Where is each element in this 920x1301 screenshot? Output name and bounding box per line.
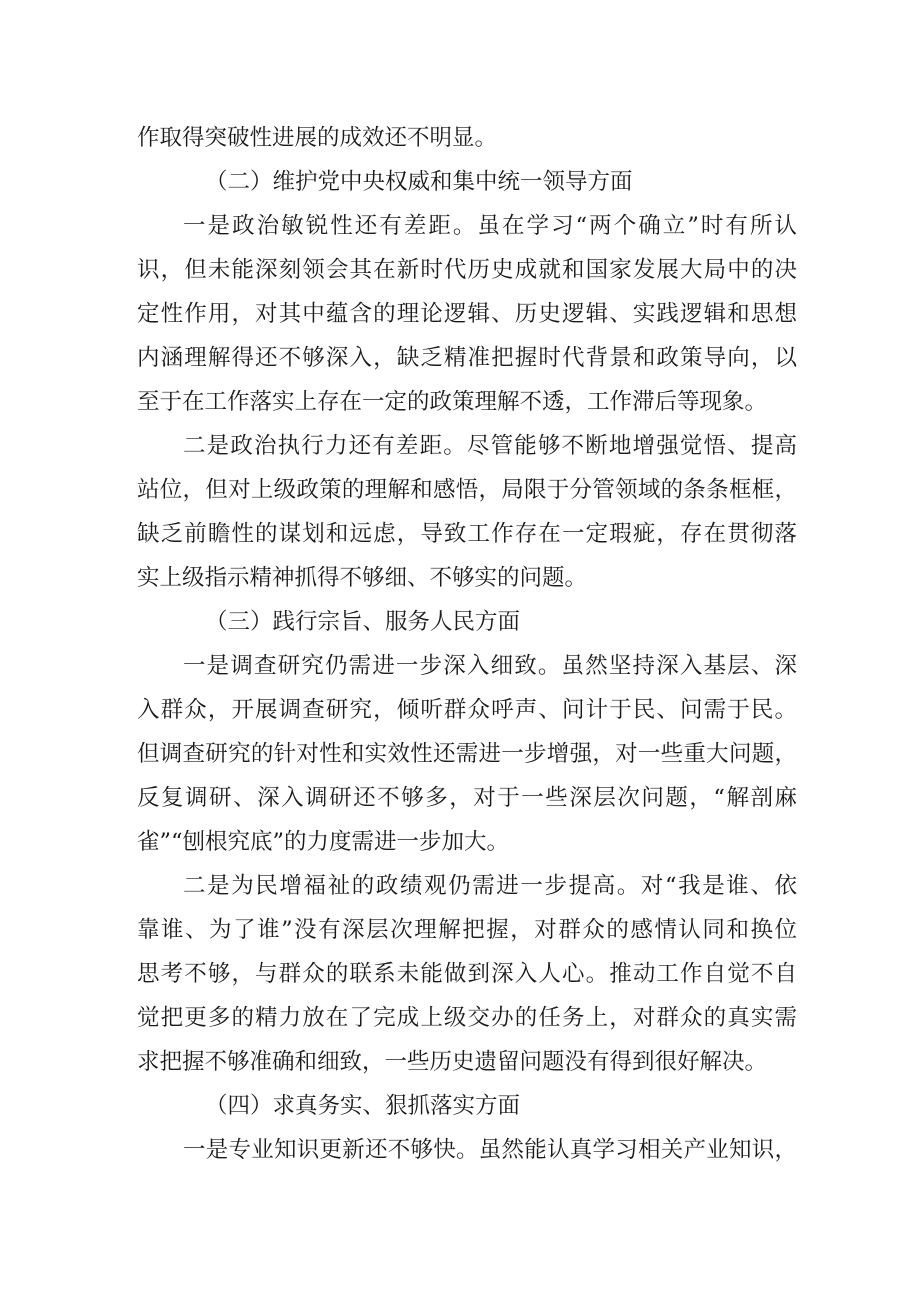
paragraph-line: 入群众，开展调查研究，倾听群众呼声、问计于民、问需于民。 bbox=[137, 697, 797, 723]
paragraph-line: 求把握不够准确和细致，一些历史遗留问题没有得到很好解决。 bbox=[137, 1049, 768, 1075]
paragraph-line: 一是专业知识更新还不够快。虽然能认真学习相关产业知识， bbox=[183, 1137, 797, 1163]
paragraph-line: 反复调研、深入调研还不够多，对于一些深层次问题，“解剖麻 bbox=[137, 785, 797, 811]
paragraph-line: 内涵理解得还不够深入，缺乏精准把握时代背景和政策导向，以 bbox=[137, 345, 797, 371]
paragraph-line: 一是调查研究仍需进一步深入细致。虽然坚持深入基层、深 bbox=[183, 653, 797, 679]
paragraph-line: 一是政治敏锐性还有差距。虽在学习“两个确立”时有所认 bbox=[183, 213, 797, 239]
paragraph-line: 站位，但对上级政策的理解和感悟，局限于分管领域的条条框框， bbox=[137, 477, 797, 503]
paragraph-line: 二是政治执行力还有差距。尽管能够不断地增强觉悟、提高 bbox=[183, 433, 797, 459]
section-heading-4: （四）求真务实、狠抓落实方面 bbox=[205, 1093, 521, 1119]
section-heading-2: （二）维护党中央权威和集中统一领导方面 bbox=[205, 169, 633, 195]
paragraph-line: 雀”“刨根究底”的力度需进一步加大。 bbox=[137, 829, 510, 855]
paragraph-line: 定性作用，对其中蕴含的理论逻辑、历史逻辑、实践逻辑和思想 bbox=[137, 301, 797, 327]
paragraph-line: 识，但未能深刻领会其在新时代历史成就和国家发展大局中的决 bbox=[137, 257, 797, 283]
paragraph-line: 缺乏前瞻性的谋划和远虑，导致工作存在一定瑕疵，存在贯彻落 bbox=[137, 521, 797, 547]
section-heading-3: （三）践行宗旨、服务人民方面 bbox=[205, 609, 521, 635]
paragraph-line: 实上级指示精神抓得不够细、不够实的问题。 bbox=[137, 565, 588, 591]
paragraph-line: 至于在工作落实上存在一定的政策理解不透，工作滞后等现象。 bbox=[137, 389, 768, 415]
paragraph-line: 二是为民增福祉的政绩观仍需进一步提高。对“我是谁、依 bbox=[183, 873, 797, 899]
paragraph-line: 觉把更多的精力放在了完成上级交办的任务上，对群众的真实需 bbox=[137, 1005, 797, 1031]
paragraph-line: 但调查研究的针对性和实效性还需进一步增强，对一些重大问题， bbox=[137, 741, 797, 767]
paragraph-continuation-line: 作取得突破性进展的成效还不明显。 bbox=[137, 125, 498, 151]
paragraph-line: 思考不够，与群众的联系未能做到深入人心。推动工作自觉不自 bbox=[137, 961, 797, 987]
paragraph-line: 靠谁、为了谁”没有深层次理解把握，对群众的感情认同和换位 bbox=[137, 917, 797, 943]
